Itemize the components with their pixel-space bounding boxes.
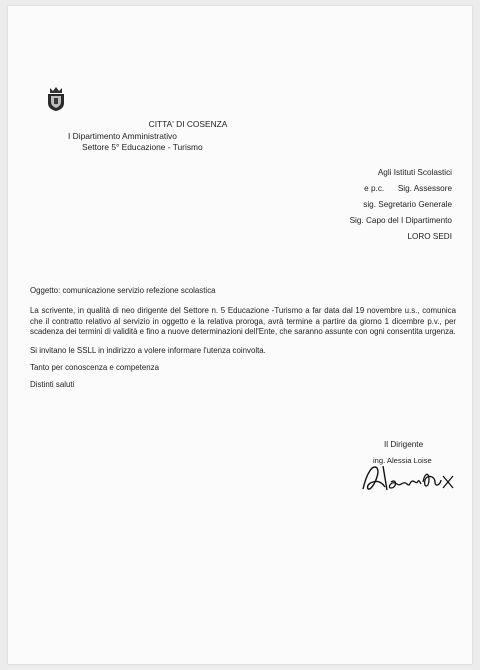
letterhead bbox=[68, 119, 268, 154]
signer-name: ing. Alessia Loise bbox=[373, 456, 432, 465]
city-name: CITTA' DI COSENZA bbox=[148, 119, 228, 129]
body-line: Tanto per conoscenza e competenza bbox=[30, 362, 159, 372]
letter-body bbox=[30, 286, 456, 397]
sector-name: Settore 5° Educazione - Turismo bbox=[82, 142, 203, 152]
document-page bbox=[8, 6, 472, 664]
recipient-line: sig. Segretario Generale bbox=[363, 200, 452, 209]
handwritten-signature-icon bbox=[353, 454, 473, 499]
recipient-line: Sig. Capo del I Dipartimento bbox=[349, 216, 452, 225]
signature-role: Il Dirigente bbox=[384, 440, 424, 449]
body-line: Distinti saluti bbox=[30, 379, 75, 389]
recipient-line: e p.c. Sig. Assessore bbox=[364, 184, 452, 193]
department-name: I Dipartimento Amministrativo bbox=[68, 130, 177, 141]
main-paragraph: La scrivente, in qualità di neo dirigente del Settore n. 5 Educazione -Turismo a far data dal 19 novembre u.s., comunica che il contratto relativo al servizio in oggetto e la relativa proroga, avrà termine a partire da giorno 1 dicembre p.v., per scadenza dei termini di validità e fino a nuove determinazioni dell'Ente, che saranno assunte con ogni consentita urgenza. bbox=[30, 305, 456, 337]
city-crest-icon bbox=[46, 86, 66, 112]
recipient-line: LORO SEDI bbox=[407, 232, 452, 241]
subject-line: Oggetto: comunicazione servizio refezione scolastica bbox=[30, 286, 216, 295]
recipients-block bbox=[350, 165, 452, 245]
body-line: Si invitano le SSLL in indirizzo a volere informare l'utenza coinvolta. bbox=[30, 346, 266, 356]
recipient-line: Agli Istituti Scolastici bbox=[377, 168, 452, 177]
